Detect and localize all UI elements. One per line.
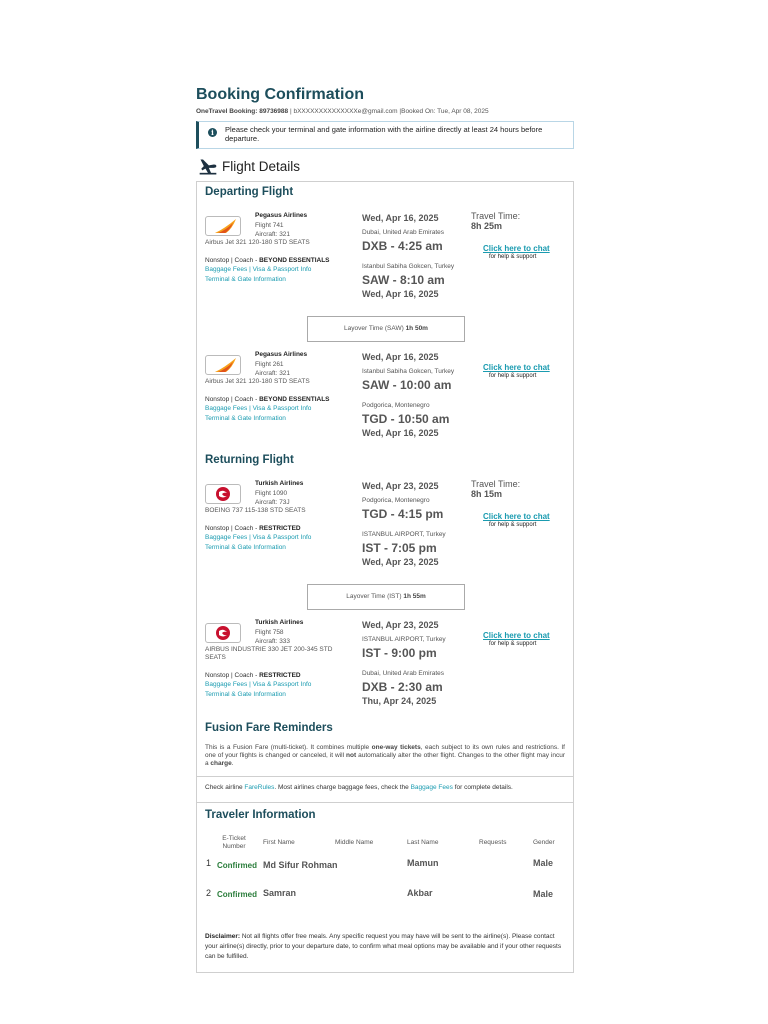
arrival-time: TGD - 10:50 am	[362, 412, 450, 426]
departure-time: TGD - 4:15 pm	[362, 507, 444, 521]
travel-time-label: Travel Time:	[471, 211, 521, 221]
first-name: Samran	[263, 888, 297, 898]
travel-time-value: 8h 25m	[471, 221, 503, 231]
equipment: BOEING 737 115-138 STD SEATS	[205, 507, 306, 514]
disclaimer-label: Disclaimer:	[205, 933, 241, 940]
aircraft: Aircraft: 321	[255, 231, 291, 238]
divider	[197, 802, 573, 803]
last-name: Mamun	[407, 858, 439, 868]
aircraft: Aircraft: 333	[255, 638, 291, 645]
flight-number: Flight 1090	[255, 490, 288, 497]
fusion-fare-text: This is a Fusion Fare (multi-ticket). It combines multiple one-way tickets, each subject to its own rules and restrictions. If one of your flights is changed or canceled, it will not automatically alter the other flight. Changes to the other flight may incur a charge.	[205, 744, 566, 767]
last-name: Akbar	[407, 888, 433, 898]
pegasus-logo-icon	[205, 355, 241, 375]
departure-city: Dubai, United Arab Emirates	[362, 229, 445, 236]
info-icon: i	[208, 128, 217, 137]
traveler-info-title: Traveler Information	[205, 809, 316, 821]
row-number: 1	[206, 858, 212, 868]
booking-email: bXXXXXXXXXXXXXXe@gmail.com	[293, 108, 398, 115]
notice-text: Please check your terminal and gate information with the airline directly at least 24 hours before departure.	[225, 125, 543, 143]
cabin-class: Nonstop | Coach - BEYOND ESSENTIALS	[205, 257, 330, 264]
chat-subtext: for help & support	[489, 254, 537, 260]
terminal-gate-link[interactable]: Terminal & Gate Information	[205, 544, 286, 551]
visa-passport-link[interactable]: Visa & Passport Info	[252, 534, 312, 541]
departure-city: Podgorica, Montenegro	[362, 497, 430, 504]
leg-links: Baggage Fees | Visa & Passport Info Terminal & Gate Information	[205, 534, 312, 551]
departure-city: Istanbul Sabiha Gokcen, Turkey	[362, 368, 455, 375]
baggage-fees-link[interactable]: Baggage Fees	[205, 405, 248, 412]
row-number: 2	[206, 888, 212, 898]
header-last-name: Last Name	[407, 839, 439, 846]
arrival-city: Istanbul Sabiha Gokcen, Turkey	[362, 263, 455, 270]
arrival-time: SAW - 8:10 am	[362, 273, 445, 287]
cabin-class: Nonstop | Coach - BEYOND ESSENTIALS	[205, 396, 330, 403]
turkish-airlines-logo-icon	[205, 623, 241, 643]
cabin-class: Nonstop | Coach - RESTRICTED	[205, 525, 301, 532]
gender: Male	[533, 858, 554, 868]
layover-time: 1h 50m	[405, 325, 428, 332]
airplane-icon	[198, 157, 218, 177]
first-name: Md Sifur Rohman	[263, 860, 338, 870]
arrival-city: Dubai, United Arab Emirates	[362, 670, 445, 677]
flight-number: Flight 261	[255, 361, 284, 368]
leg-links: Baggage Fees | Visa & Passport Info Terminal & Gate Information	[205, 266, 312, 283]
cabin-class: Nonstop | Coach - RESTRICTED	[205, 672, 301, 679]
fusion-fare-title: Fusion Fare Reminders	[205, 722, 333, 734]
departure-date: Wed, Apr 23, 2025	[362, 620, 439, 630]
header-requests: Requests	[479, 839, 507, 846]
leg-links: Baggage Fees | Visa & Passport Info Terminal & Gate Information	[205, 681, 312, 698]
chat-subtext: for help & support	[489, 522, 537, 528]
departure-date: Wed, Apr 23, 2025	[362, 481, 439, 491]
baggage-fees-link[interactable]: Baggage Fees	[410, 784, 453, 791]
booked-on-date: |Booked On: Tue, Apr 08, 2025	[399, 108, 489, 115]
departure-time: DXB - 4:25 am	[362, 239, 443, 253]
disclaimer-text: Not all flights offer free meals. Any specific request you may have will be sent to the airline(s). Please contact your airline(s) directly, prior to your departure date, to confirm what meal options may be available and if your other requests can be fulfilled.	[205, 933, 562, 960]
departure-time: IST - 9:00 pm	[362, 646, 437, 660]
booking-label: OneTravel Booking:	[196, 108, 258, 115]
fare-rules-link[interactable]: FareRules	[244, 784, 275, 791]
aircraft: Aircraft: 73J	[255, 499, 290, 506]
flight-details-card	[196, 181, 574, 973]
booking-number: 89736988	[259, 108, 289, 115]
airline-name: Turkish Airlines	[255, 480, 304, 487]
arrival-date: Wed, Apr 16, 2025	[362, 428, 439, 438]
chat-link[interactable]: Click here to chat	[483, 363, 550, 372]
terminal-gate-link[interactable]: Terminal & Gate Information	[205, 691, 286, 698]
disclaimer	[205, 932, 565, 962]
baggage-fees-link[interactable]: Baggage Fees	[205, 681, 248, 688]
divider	[197, 776, 573, 777]
header-gender: Gender	[533, 839, 555, 846]
info-notice	[196, 121, 574, 149]
equipment: Airbus Jet 321 120-180 STD SEATS	[205, 239, 310, 246]
turkish-airlines-logo-icon	[205, 484, 241, 504]
status-badge: Confirmed	[217, 861, 257, 870]
departure-date: Wed, Apr 16, 2025	[362, 352, 439, 362]
airline-name: Pegasus Airlines	[255, 351, 308, 358]
flight-details-header	[196, 155, 574, 181]
flight-number: Flight 758	[255, 629, 284, 636]
returning-flight-title: Returning Flight	[205, 454, 294, 466]
fare-type: RESTRICTED	[259, 525, 301, 532]
visa-passport-link[interactable]: Visa & Passport Info	[252, 266, 312, 273]
layover-label: Layover Time (SAW)	[344, 325, 404, 332]
fare-type: RESTRICTED	[259, 672, 301, 679]
arrival-city: Podgorica, Montenegro	[362, 402, 430, 409]
visa-passport-link[interactable]: Visa & Passport Info	[252, 405, 312, 412]
airline-name: Pegasus Airlines	[255, 212, 308, 219]
baggage-fees-link[interactable]: Baggage Fees	[205, 266, 248, 273]
fare-rules-note: Check airline FareRules. Most airlines charge baggage fees, check the Baggage Fees for complete details.	[205, 784, 513, 791]
header-first-name: First Name	[263, 839, 295, 846]
equipment: Airbus Jet 321 120-180 STD SEATS	[205, 378, 310, 385]
travel-time-value: 8h 15m	[471, 489, 503, 499]
fare-type: BEYOND ESSENTIALS	[259, 257, 330, 264]
arrival-time: DXB - 2:30 am	[362, 680, 443, 694]
flight-details-label: Flight Details	[222, 159, 301, 174]
departure-time: SAW - 10:00 am	[362, 378, 452, 392]
status-badge: Confirmed	[217, 890, 257, 899]
layover-box	[307, 584, 465, 610]
departure-date: Wed, Apr 16, 2025	[362, 213, 439, 223]
chat-link[interactable]: Click here to chat	[483, 631, 550, 640]
booking-confirmation-page	[196, 84, 574, 973]
fare-type: BEYOND ESSENTIALS	[259, 396, 330, 403]
arrival-city: ISTANBUL AIRPORT, Turkey	[362, 531, 446, 538]
chat-link[interactable]: Click here to chat	[483, 244, 550, 253]
leg-links: Baggage Fees | Visa & Passport Info Terminal & Gate Information	[205, 405, 312, 422]
layover-label: Layover Time (IST)	[346, 593, 402, 600]
chat-subtext: for help & support	[489, 373, 537, 379]
pegasus-logo-icon	[205, 216, 241, 236]
header-middle-name: Middle Name	[335, 839, 374, 846]
gender: Male	[533, 889, 554, 899]
departure-city: ISTANBUL AIRPORT, Turkey	[362, 636, 446, 643]
equipment: AIRBUS INDUSTRIE 330 JET 200-345 STD SEATS	[205, 646, 333, 661]
arrival-date: Thu, Apr 24, 2025	[362, 696, 437, 706]
departing-flight-title: Departing Flight	[205, 186, 294, 198]
layover-time: 1h 55m	[403, 593, 426, 600]
chat-subtext: for help & support	[489, 641, 537, 647]
visa-passport-link[interactable]: Visa & Passport Info	[252, 681, 312, 688]
header-eticket: E-Ticket Number	[222, 835, 246, 850]
travel-time-label: Travel Time:	[471, 479, 521, 489]
baggage-fees-link[interactable]: Baggage Fees	[205, 534, 248, 541]
booking-info-line: OneTravel Booking: 89736988 | bXXXXXXXXXXXXXXe@gmail.com |Booked On: Tue, Apr 08, 2025	[196, 108, 489, 115]
terminal-gate-link[interactable]: Terminal & Gate Information	[205, 276, 286, 283]
arrival-date: Wed, Apr 23, 2025	[362, 557, 439, 567]
chat-link[interactable]: Click here to chat	[483, 512, 550, 521]
page-title: Booking Confirmation	[196, 86, 364, 103]
flight-number: Flight 741	[255, 222, 284, 229]
arrival-date: Wed, Apr 16, 2025	[362, 289, 439, 299]
airline-name: Turkish Airlines	[255, 619, 304, 626]
aircraft: Aircraft: 321	[255, 370, 291, 377]
arrival-time: IST - 7:05 pm	[362, 541, 437, 555]
layover-box	[307, 316, 465, 342]
terminal-gate-link[interactable]: Terminal & Gate Information	[205, 415, 286, 422]
